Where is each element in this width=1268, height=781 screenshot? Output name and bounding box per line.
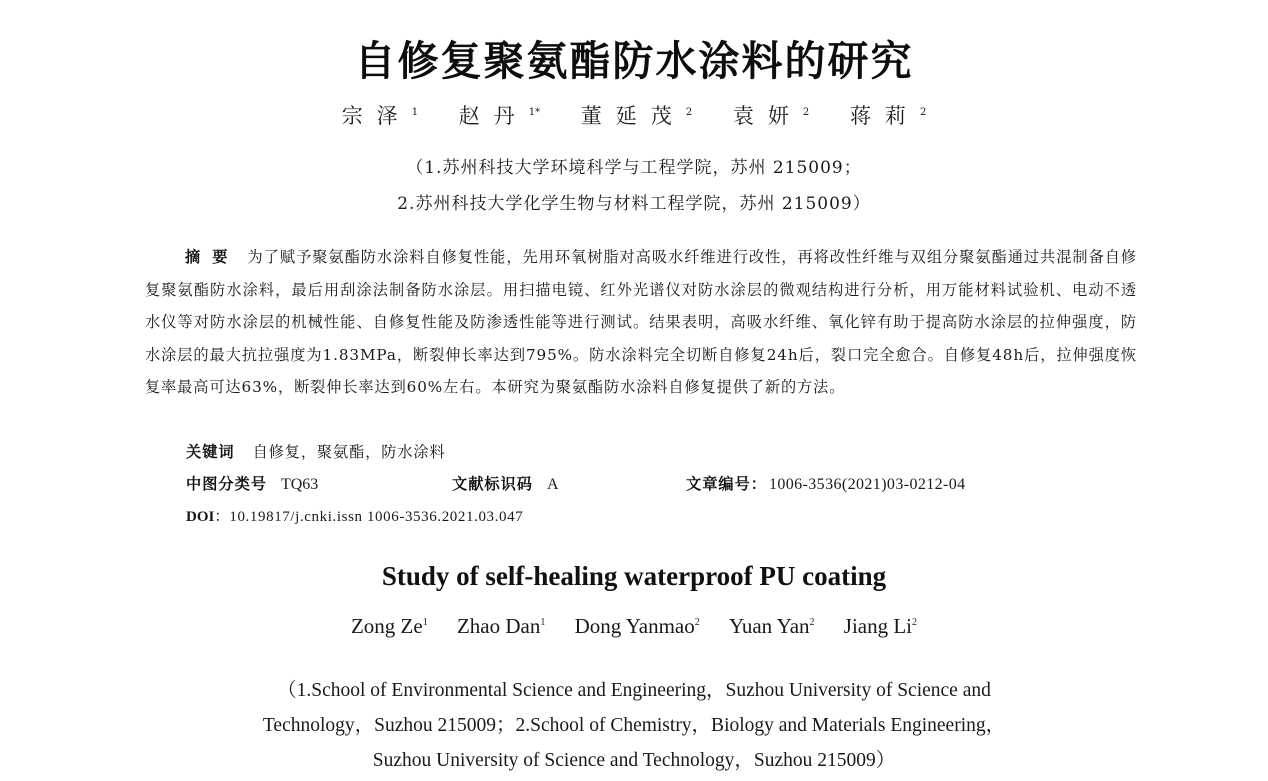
classification-field — [186, 473, 318, 494]
author-en — [729, 614, 815, 638]
abstract-block — [145, 241, 1137, 404]
author-name: Dong Yanmao — [574, 614, 695, 638]
author-affiliation-mark: 2 — [809, 617, 815, 628]
author-en — [575, 614, 700, 638]
affiliation-en-line: Technology，Suzhou 215009；2.School of Chemistry，Biology and Materials Engineering， — [262, 715, 1006, 736]
author-affiliation-mark: 2 — [685, 107, 693, 118]
affiliation-en-line: （1.School of Environmental Science and Engineering，Suzhou University of Science and — [277, 680, 991, 701]
authors-cn — [0, 100, 1268, 130]
doi-row — [186, 505, 523, 526]
author-cn — [342, 100, 418, 130]
author-name: Yuan Yan — [729, 614, 810, 638]
authors-en — [0, 614, 1268, 639]
doi-label: DOI — [186, 509, 215, 525]
document-code-label: 文献标识码 — [452, 475, 533, 493]
author-affiliation-mark: 2 — [802, 107, 810, 118]
paper-title-cn: 自修复聚氨酯防水涂料的研究 — [354, 37, 914, 85]
author-affiliation-mark: 1* — [528, 107, 541, 118]
author-cn — [733, 100, 809, 130]
author-name: 袁妍 — [732, 104, 803, 128]
article-number-value: 1006-3536(2021)03-0212-04 — [768, 476, 966, 493]
author-name: Zhao Dan — [456, 614, 541, 638]
doi-separator: ： — [214, 507, 230, 525]
author-cn — [850, 100, 926, 130]
author-cn — [581, 100, 692, 130]
abstract-text: 为了赋予聚氨酯防水涂料自修复性能，先用环氧树脂对高吸水纤维进行改性，再将改性纤维与双组分聚氨酯通过共混制备自修复聚氨酯防水涂料，最后用刮涂法制备防水涂层。用扫描电镜、红外光谱仪对防水涂层的微观结构进行分析，用万能材料试验机、电动不透水仪等对防水涂层的机械性能、自修复性能及防渗透性能等进行测试。结果表明，高吸水纤维、氧化锌有助于提高防水涂层的拉伸强度，防水涂层的最大抗拉强度为1.83MPa，断裂伸长率达到795%。防水涂料完全切断自修复24h后，裂口完全愈合。自修复48h后，拉伸强度恢复率最高可达63%，断裂伸长率达到60%左右。本研究为聚氨酯防水涂料自修复提供了新的方法。 — [145, 248, 1137, 396]
author-cn — [459, 100, 540, 130]
document-code-value: A — [546, 476, 559, 493]
keywords-value: 自修复，聚氨酯，防水涂料 — [252, 443, 446, 461]
author-name: Zong Ze — [350, 614, 423, 638]
author-affiliation-mark: 2 — [694, 617, 700, 628]
author-affiliation-mark: 1 — [540, 617, 546, 628]
article-number-field — [686, 473, 966, 494]
article-number-label: 文章编号： — [686, 475, 767, 493]
paper-title-en: Study of self-healing waterproof PU coating — [381, 561, 887, 591]
author-affiliation-mark: 1 — [411, 107, 419, 118]
document-code-field — [452, 473, 559, 494]
keywords-row — [186, 441, 446, 462]
author-name: 宗泽 — [341, 104, 412, 128]
author-affiliation-mark: 2 — [919, 107, 927, 118]
affiliation-cn-line: （1.苏州科技大学环境科学与工程学院，苏州 215009； — [406, 158, 862, 178]
author-name: 董延茂 — [580, 104, 686, 128]
author-en — [457, 614, 545, 638]
classification-label: 中图分类号 — [186, 475, 267, 493]
author-name: Jiang Li — [843, 614, 913, 638]
author-affiliation-mark: 2 — [912, 617, 918, 628]
author-en — [351, 614, 428, 638]
abstract-label: 摘要 — [185, 248, 240, 266]
doi-value: 10.19817/j.cnki.issn 1006-3536.2021.03.047 — [229, 509, 524, 525]
author-name: 赵丹 — [458, 104, 529, 128]
classification-value: TQ63 — [280, 476, 319, 493]
keywords-label: 关键词 — [186, 443, 235, 461]
author-en — [844, 614, 917, 638]
author-name: 蒋莉 — [849, 104, 920, 128]
affiliation-en-line: Suzhou University of Science and Technology，Suzhou 215009） — [372, 750, 896, 771]
author-affiliation-mark: 1 — [422, 617, 428, 628]
affiliation-cn-line: 2.苏州科技大学化学生物与材料工程学院，苏州 215009） — [397, 194, 871, 214]
